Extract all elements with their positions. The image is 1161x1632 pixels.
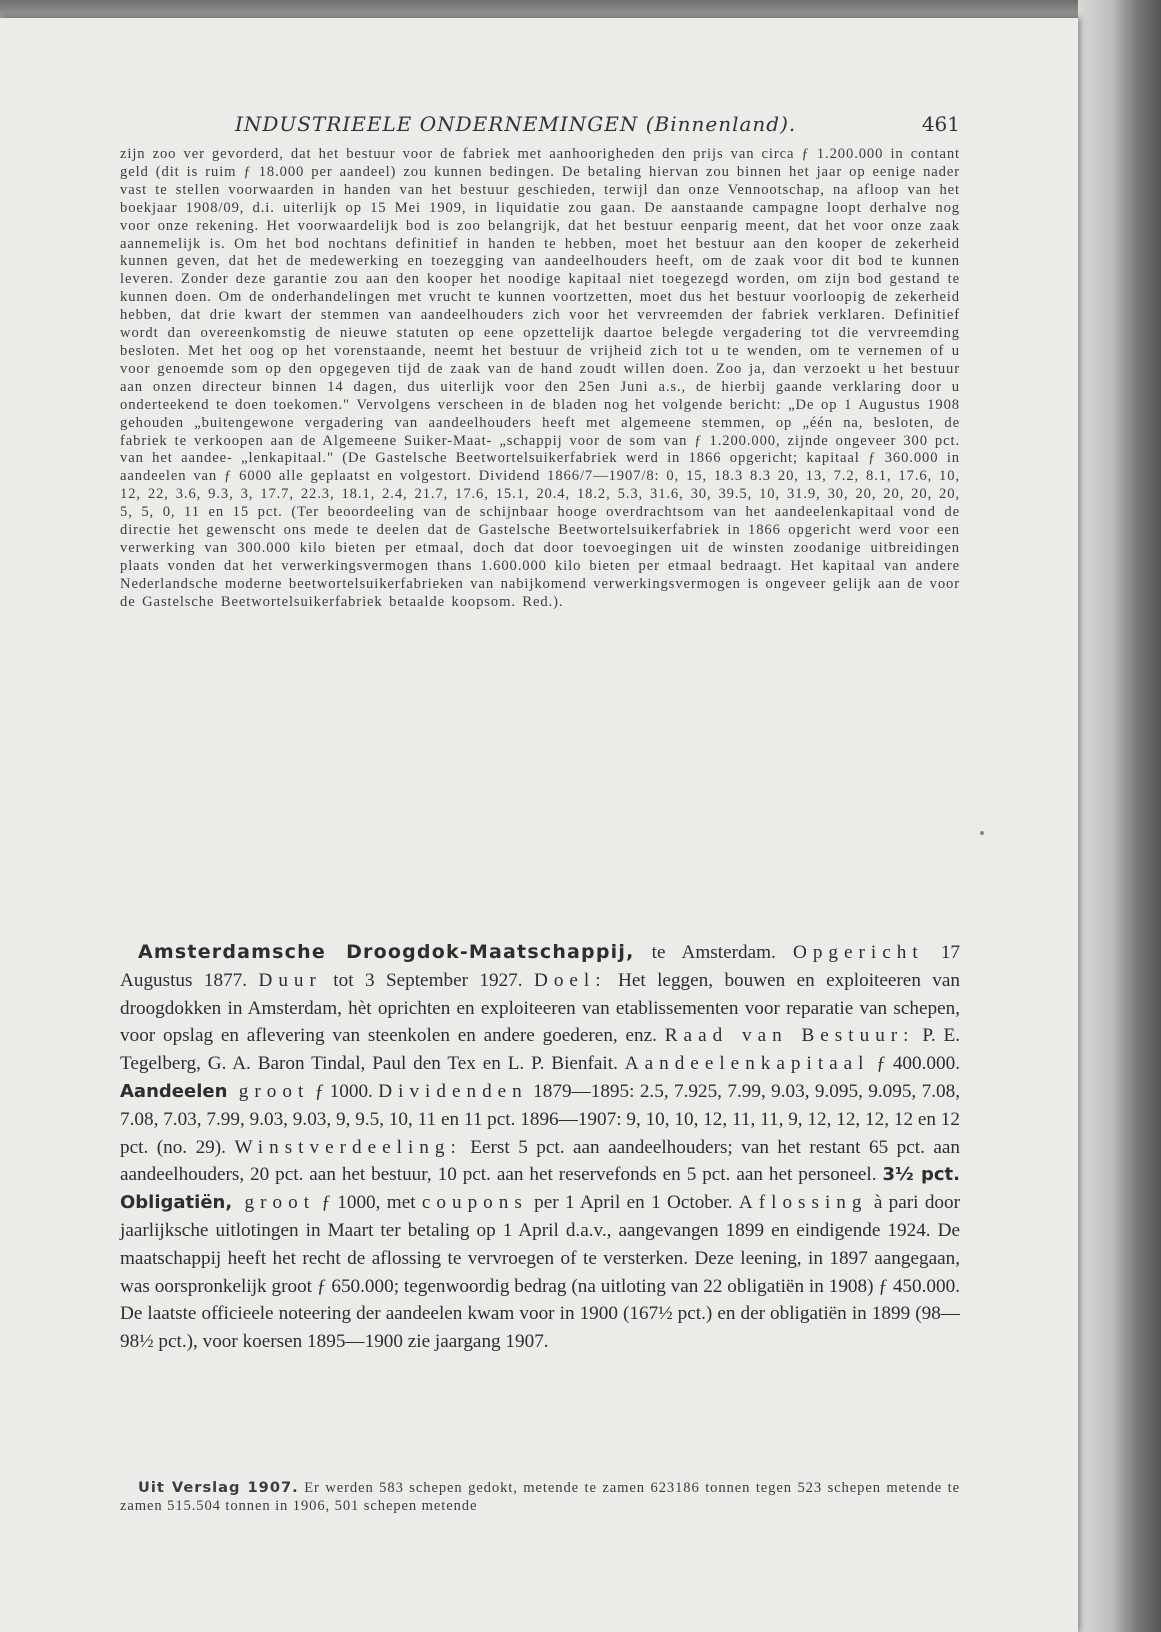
aflossing-value: à pari door jaarlijksche uitlotingen in Maart ter betaling op 1 April d.a.v., aangevangen 1899 en eindigende 1924. De maatschappij heeft het recht de aflossing te vervroegen of te versterken. Deze leening, in 1897 aangegaan, was oorspronkelijk groot ƒ 650.000; tegenwoordig bedrag (na uitloting van 22 obligatiën in 1908) ƒ 450.000. De laatste officieele noteering der aandeelen kwam voor in 1900 (167½ pct.) en der obligatiën in 1899 (98—98½ pct.), voor koersen 1895—1900 zie jaargang 1907. <box>120 1192 960 1353</box>
page-header <box>120 112 960 140</box>
scan-speck <box>980 831 984 835</box>
company-name: Amsterdamsche Droogdok-Maatschappij, <box>138 941 635 963</box>
running-title: INDUSTRIEELE ONDERNEMINGEN (Binnenland). <box>235 112 797 136</box>
aandeelen-label: Aandeelen <box>120 1080 228 1102</box>
duur-label: Duur <box>258 969 322 991</box>
opgericht-label: Opgericht <box>792 942 924 963</box>
kapitaal-label: Aandeelenkapitaal <box>624 1053 870 1075</box>
dividenden-value: 1879—1895: 2.5, 7.925, 7.99, 9.03, 9.095, 9.095, 7.08, 7.08, 7.03, 7.99, 9.03, 9.03, 9, 9.5, 10, 11 en 11 pct. 1896—1907: 9, 10, 10, 12, 11, 11, 9, 12, 12, 12, 12 en 12 pct. (no. 29). <box>120 1080 960 1158</box>
obligatien-groot-label: groot <box>232 1192 316 1214</box>
coupons-label: coupons <box>421 1192 528 1214</box>
verslag-paragraph <box>120 1479 960 1515</box>
verslag-text: Er werden 583 schepen gedokt, metende te zamen 623186 tonnen tegen 523 schepen metende te zamen 515.504 tonnen in 1906, 501 schepen metende <box>120 1480 961 1514</box>
coupons-value: per 1 April en 1 October. <box>527 1192 739 1214</box>
doel-label: Doel: <box>533 969 607 991</box>
company-entry <box>120 939 960 1356</box>
verslag-label: Uit Verslag 1907. <box>138 1479 299 1496</box>
scan-top-edge <box>0 0 1161 18</box>
company-location: te Amsterdam. <box>634 942 776 963</box>
continuation-paragraph: zijn zoo ver gevorderd, dat het bestuur voor de fabriek met aanhoorigheden den prijs van circa ƒ 1.200.000 in contant geld (dit is ruim ƒ 18.000 per aandeel) zou kunnen bedingen. De betaling hiervan zou binnen het jaar op eenige nader vast te stellen voorwaarden in handen van het bestuur geschieden, terwijl dan onze Vennootschap, na afloop van het boekjaar 1908/09, d.i. uiterlijk op 15 Mei 1909, in liquidatie zou gaan. De aanstaande campagne loopt derhalve nog voor onze rekening. Het voorwaardelijk bod is zoo belangrijk, dat het bestuur eenparig meent, dat het voor onze zaak aannemelijk is. Om het bod nochtans definitief in handen te hebben, moet het bestuur aan den kooper de zekerheid kunnen geven, dat het de medewerking en toezegging van aandeelhouders heeft, om de zaak voor dit bod te kunnen leveren. Zonder deze garantie zou aan den kooper het noodige kapitaal niet toegezegd worden, om zijn bod gestand te kunnen doen. Om de onderhandelingen met vrucht te kunnen voortzetten, moet dus het bestuur voorloopig de zekerheid hebben, dat drie kwart der stemmen van aandeelhouders zich voor het vervreemden der fabriek verklaren. Definitief wordt dan overeenkomstig de nieuwe statuten op eene opzettelijk daartoe belegde vergadering tot die vervreemding besloten. Met het oog op het vorenstaande, neemt het bestuur de vrijheid zich tot u te wenden, om te vernemen of u voor genoemde som op den opgegeven tijd de zaak van de hand zoudt willen doen. Zoo ja, dan verzoekt u het bestuur aan onzen directeur binnen 14 dagen, dus uiterlijk voor den 25en Juni a.s., de hierbij gaande verklaring door u onderteekend te doen toekomen." Vervolgens verscheen in de bladen nog het volgende bericht: „De op 1 Augustus 1908 gehouden „buitengewone vergadering van aandeelhouders heeft met algemeene stemmen, op „één na, besloten, de fabriek te verkoopen aan de Algemeene Suiker-Maat- „schappij voor de som van ƒ 1.200.000, zijnde ongeveer 300 pct. van het aandee- „lenkapitaal." (De Gastelsche Beetwortelsuikerfabriek werd in 1866 opgericht; kapitaal ƒ 360.000 in aandeelen van ƒ 6000 alle geplaatst en volgestort. Dividend 1866/7—1907/8: 0, 15, 18.3 8.3 20, 13, 7.2, 8.1, 17.6, 10, 12, 22, 3.6, 9.3, 3, 17.7, 22.3, 18.1, 2.4, 21.7, 17.6, 15.1, 20.4, 18.2, 5.3, 31.6, 30, 39.5, 10, 31.9, 30, 20, 20, 20, 20, 5, 5, 0, 11 en 15 pct. (Ter beoordeeling van de schijnbaar hooge overdrachtsom van het aandeelenkapitaal vond de directie het gewenscht ons mede te deelen dat de Gastelsche Beetwortelsuikerfabriek in 1866 opgericht werd voor een verwerking van 300.000 kilo bieten per etmaal, doch dat door toevoegingen uit de winsten zoodanige uitbreidingen plaats vonden dat het verwerkingsvermogen thans 1.600.000 kilo bieten per etmaal bedraagt. Het kapitaal van andere Nederlandsche moderne beetwortelsuikerfabrieken van nabijkomend verwerkingsvermogen is ongeveer gelijk aan de voor de Gastelsche Beetwortelsuikerfabriek betaalde koopsom. Red.). <box>120 146 960 610</box>
raad-value: P. E. Tegelberg, G. A. Baron Tindal, Paul den Tex en L. P. Bienfait. <box>120 1025 960 1075</box>
kapitaal-value: ƒ 400.000. <box>869 1053 960 1075</box>
aflossing-label: Aflossing <box>738 1192 868 1214</box>
page-number: 461 <box>921 112 960 136</box>
obligatien-groot-value: ƒ 1000, met <box>315 1192 422 1214</box>
winst-label: Winstverdeeling: <box>234 1136 462 1158</box>
duur-value: tot 3 September 1927. <box>321 969 534 991</box>
doel-value: Het leggen, bouwen en exploiteeren van droogdokken in Amsterdam, hèt oprichten en exploiteeren van etablissementen voor reparatie van schepen, voor opslag en aflevering van steenkolen en andere goederen, enz. <box>120 969 961 1047</box>
dividenden-label: Dividenden <box>378 1080 528 1102</box>
obligatien-label: 3½ pct. Obligatiën, <box>120 1164 961 1214</box>
aandeelen-groot-label: groot <box>227 1080 310 1102</box>
opgericht-value: 17 Augustus 1877. <box>120 942 961 991</box>
winst-value: Eerst 5 pct. aan aandeelhouders; van het restant 65 pct. aan aandeelhouders, 20 pct. aan het bestuur, 10 pct. aan het reservefonds en 5 pct. aan het personeel. <box>120 1136 960 1186</box>
scan-book-edge <box>1078 0 1161 1632</box>
aandeelen-value: ƒ 1000. <box>309 1080 379 1102</box>
raad-label: Raad van Bestuur: <box>664 1025 915 1047</box>
